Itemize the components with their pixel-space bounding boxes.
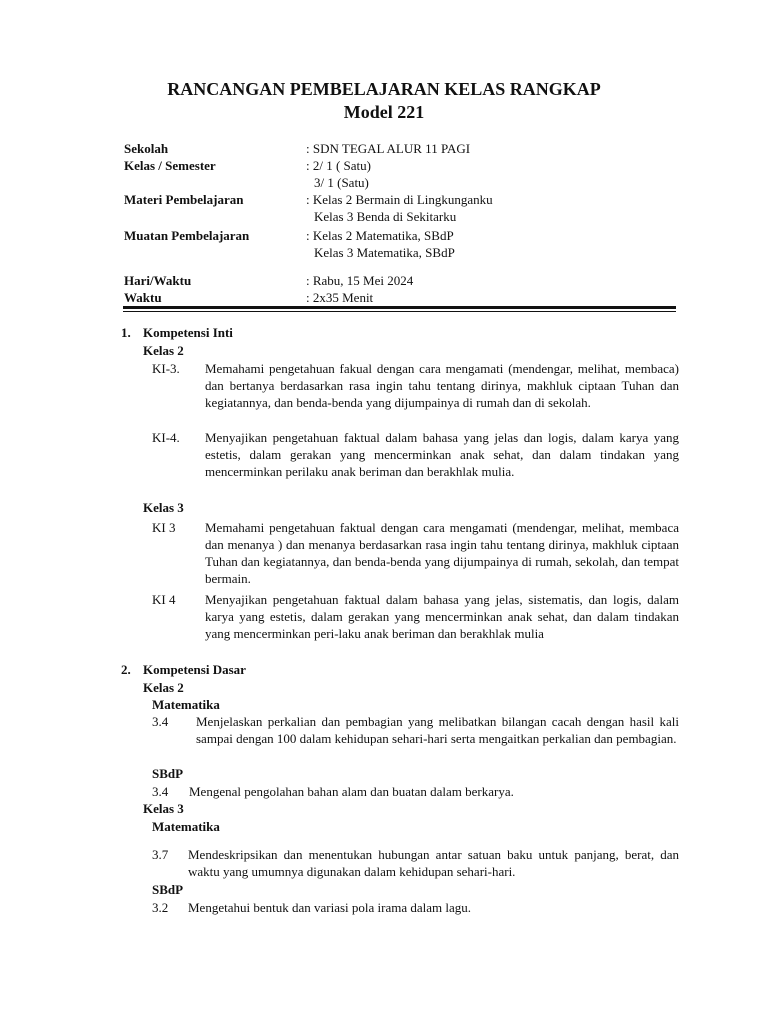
ki-code: KI-3.: [152, 361, 180, 376]
ki-text: Menyajikan pengetahuan faktual dalam bahasa yang jelas, sistematis, dan logis, dalam karya yang estetis, dalam gerakan yang mencerminkan anak sehat, dan dalam tindakan yang mencerminkan peri-laku anak beriman dan berakhlak mulia: [205, 592, 679, 641]
ki-code: KI 3: [152, 520, 176, 535]
ki-code: KI 4: [152, 592, 176, 607]
divider-thick: [123, 306, 676, 309]
identity-value: : Rabu, 15 Mei 2024: [306, 273, 414, 288]
subject-label: SBdP: [152, 882, 184, 897]
identity-value-cont: 3/ 1 (Satu): [314, 175, 369, 190]
document-title: RANCANGAN PEMBELAJARAN KELAS RANGKAP: [167, 79, 601, 99]
class-label: Kelas 2: [143, 343, 184, 358]
ki-text: Menyajikan pengetahuan faktual dalam bahasa yang jelas dan logis, dalam karya yang estetis, dalam gerakan yang mencerminkan anak sehat, dan dalam tindakan yang mencerminkan perilaku anak beriman dan berakhlak mulia.: [205, 430, 679, 479]
identity-value: : 2x35 Menit: [306, 290, 374, 305]
kd-text: Mendeskripsikan dan menentukan hubungan antar satuan baku untuk panjang, berat, dan waktu yang umumnya digunakan dalam kehidupan sehari-hari.: [188, 847, 679, 879]
class-label: Kelas 2: [143, 680, 184, 695]
section-number: 1.: [121, 325, 131, 340]
section-number: 2.: [121, 662, 131, 677]
identity-value: : Kelas 2 Bermain di Lingkunganku: [306, 192, 493, 207]
identity-label: Sekolah: [124, 141, 169, 156]
identity-value: : 2/ 1 ( Satu): [306, 158, 371, 173]
identity-value-cont: Kelas 3 Benda di Sekitarku: [314, 209, 457, 224]
class-label: Kelas 3: [143, 500, 184, 515]
ki-text: Memahami pengetahuan fakual dengan cara mengamati (mendengar, melihat, membaca) dan bertanya berdasarkan rasa ingin tahu tentang dirinya, makhluk ciptaan Tuhan dan kegiatannya, dan benda-benda yang dijumpainya di rumah dan di sekolah.: [205, 361, 679, 410]
identity-label: Kelas / Semester: [124, 158, 216, 173]
identity-label: Hari/Waktu: [124, 273, 192, 288]
ki-text: Memahami pengetahuan faktual dengan cara mengamati (mendengar, melihat, membaca dan menanya ) dan menanya berdasarkan rasa ingin tahu tentang dirinya, makhluk ciptaan Tuhan dan kegiatannya, dan benda-benda yang dijumpainya di rumah, sekolah, dan tempat bermain.: [205, 520, 679, 586]
identity-value-cont: Kelas 3 Matematika, SBdP: [314, 245, 455, 260]
identity-label: Muatan Pembelajaran: [124, 228, 250, 243]
subject-label: SBdP: [152, 766, 184, 781]
kd-code: 3.4: [152, 714, 169, 729]
kd-text: Mengetahui bentuk dan variasi pola irama dalam lagu.: [188, 900, 472, 915]
identity-label: Materi Pembelajaran: [124, 192, 244, 207]
kd-code: 3.7: [152, 847, 169, 862]
kd-text: Menjelaskan perkalian dan pembagian yang melibatkan bilangan cacah dengan hasil kali sampai dengan 100 dalam kehidupan sehari-hari serta mengaitkan perkalian dan pembagian.: [196, 714, 679, 746]
identity-label: Waktu: [124, 290, 162, 305]
divider-thin: [123, 311, 676, 312]
subject-label: Matematika: [152, 819, 220, 834]
section-heading: Kompetensi Dasar: [143, 662, 246, 677]
class-label: Kelas 3: [143, 801, 184, 816]
section-heading: Kompetensi Inti: [143, 325, 233, 340]
kd-code: 3.4: [152, 784, 169, 799]
subject-label: Matematika: [152, 697, 220, 712]
identity-value: : SDN TEGAL ALUR 11 PAGI: [306, 141, 471, 156]
document-subtitle: Model 221: [343, 102, 425, 122]
identity-value: : Kelas 2 Matematika, SBdP: [306, 228, 454, 243]
kd-text: Mengenal pengolahan bahan alam dan buatan dalam berkarya.: [189, 784, 514, 799]
kd-code: 3.2: [152, 900, 169, 915]
ki-code: KI-4.: [152, 430, 180, 445]
